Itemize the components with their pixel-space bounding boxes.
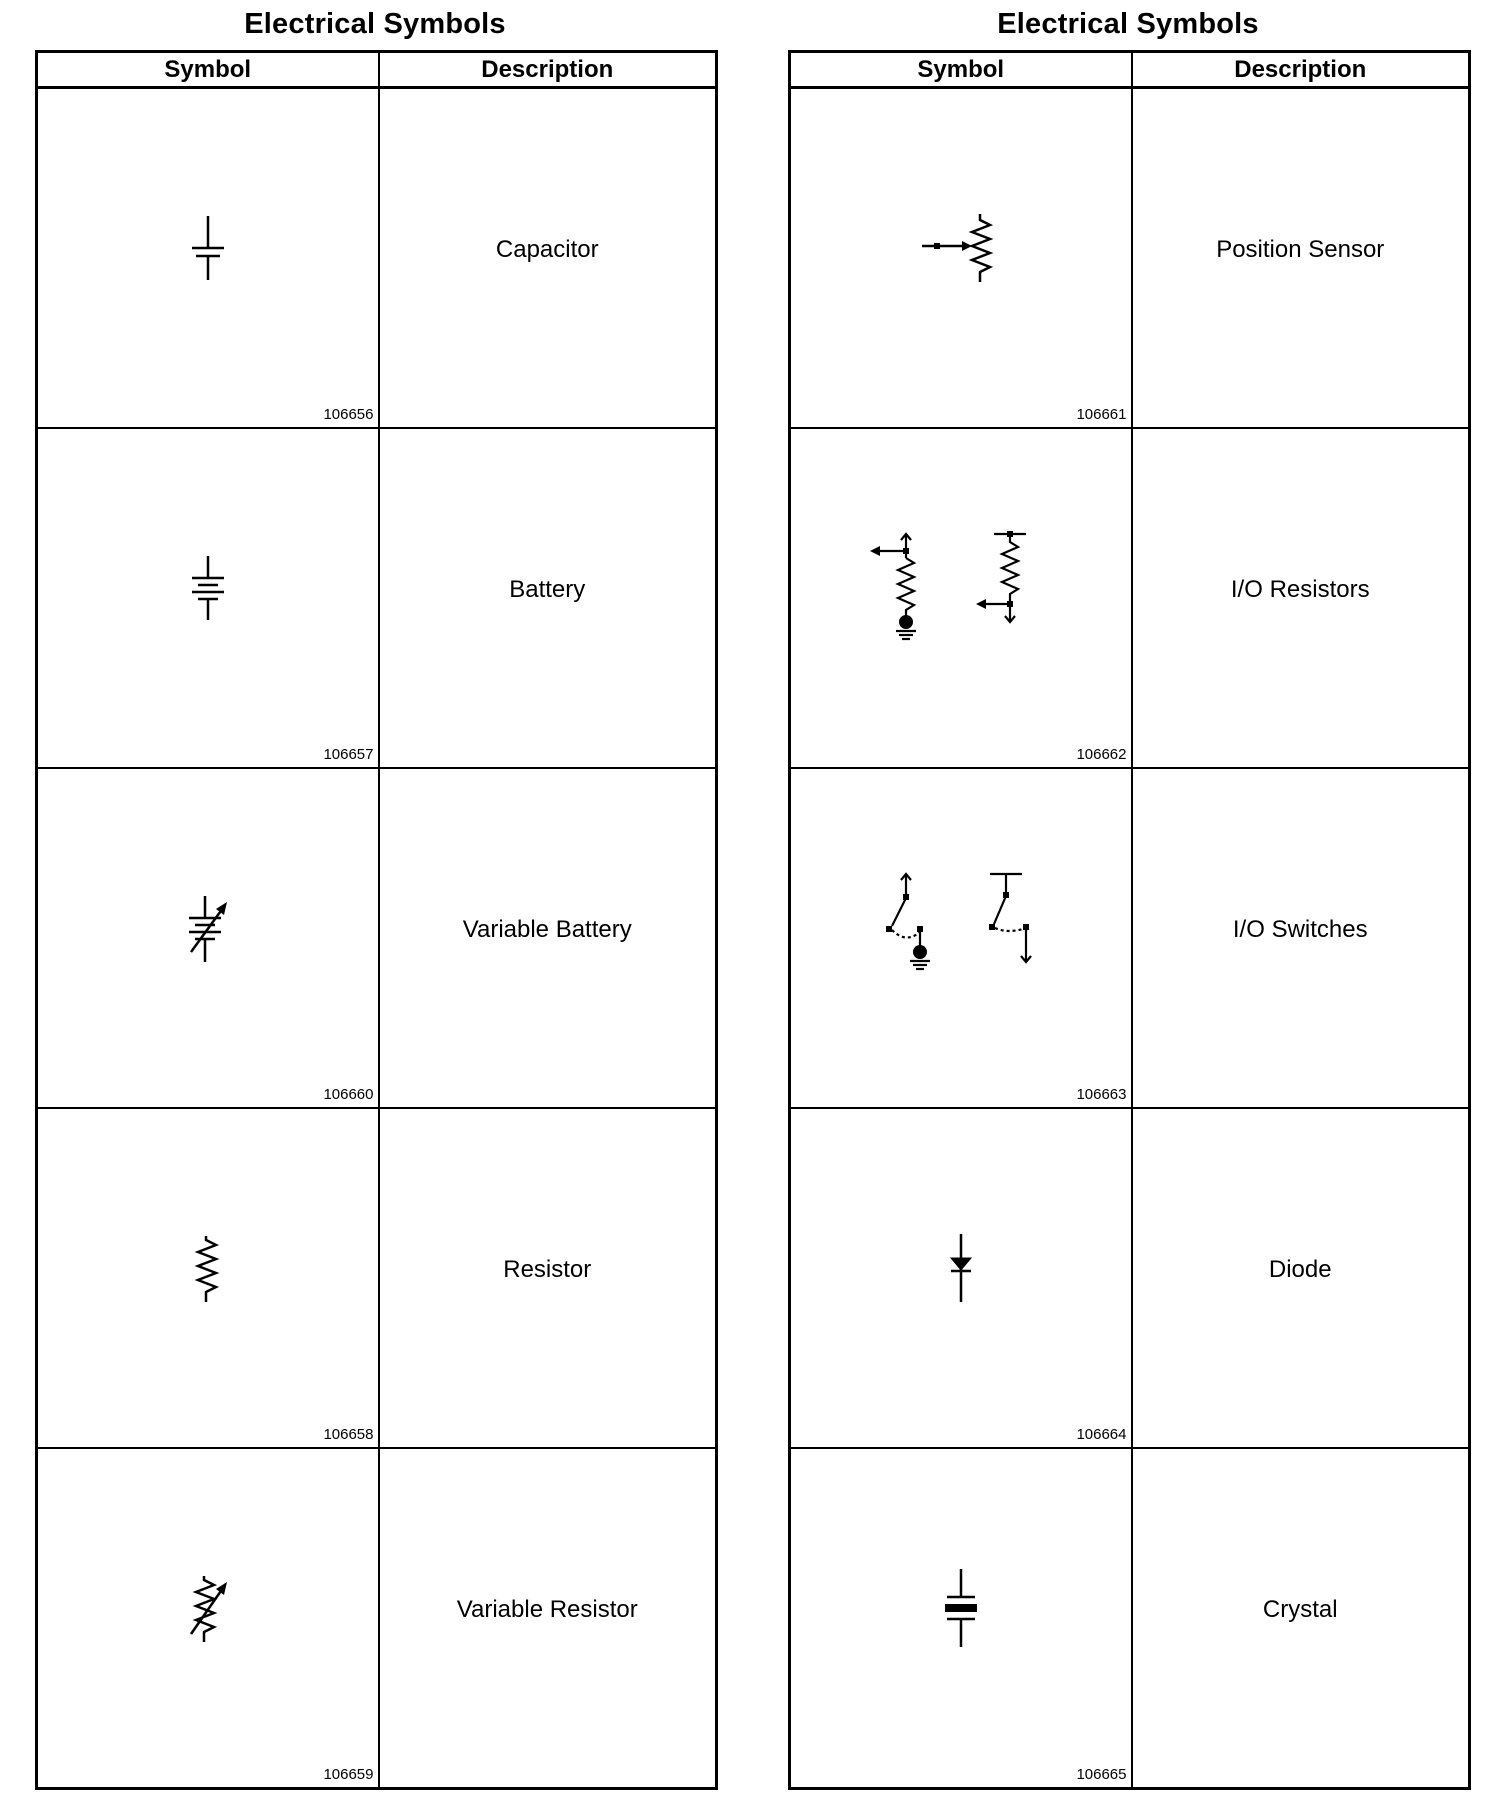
panel-title: Electrical Symbols — [244, 8, 506, 40]
description-cell — [1132, 88, 1470, 429]
table-row — [790, 1448, 1470, 1789]
description-cell — [1132, 768, 1470, 1108]
reference-number: 106656 — [323, 406, 374, 423]
description-text: Diode — [1268, 1256, 1332, 1283]
table-row — [37, 1448, 717, 1789]
description-text: Variable Battery — [462, 916, 632, 943]
symbol-cell — [37, 1448, 379, 1789]
symbols-table — [35, 50, 718, 1790]
table-row — [790, 428, 1470, 768]
symbol-cell — [37, 768, 379, 1108]
reference-number: 106660 — [323, 1086, 374, 1103]
variable-resistor-icon — [173, 1570, 243, 1650]
table-row — [37, 1108, 717, 1448]
symbols-table — [788, 50, 1471, 1790]
symbol-cell — [37, 428, 379, 768]
description-cell — [379, 428, 717, 768]
description-cell — [1132, 1448, 1470, 1789]
symbol-cell — [790, 428, 1132, 768]
table-row — [37, 428, 717, 768]
symbol-cell — [790, 1108, 1132, 1448]
description-cell — [379, 1108, 717, 1448]
description-text: I/O Switches — [1232, 916, 1368, 943]
description-cell — [379, 768, 717, 1108]
description-text: Battery — [509, 576, 586, 603]
symbol-cell — [790, 1448, 1132, 1789]
symbol-cell — [37, 88, 379, 429]
resistor-icon — [178, 1230, 238, 1310]
capacitor-icon — [178, 210, 238, 290]
table-header-row — [790, 52, 1470, 88]
reference-number: 106658 — [323, 1426, 374, 1443]
table-row — [37, 88, 717, 429]
description-column-header: Description — [379, 52, 717, 88]
description-cell — [379, 1448, 717, 1789]
panel-title: Electrical Symbols — [997, 8, 1259, 40]
diode-icon — [931, 1230, 991, 1310]
reference-number: 106665 — [1076, 1766, 1127, 1783]
battery-icon — [178, 550, 238, 630]
reference-number: 106657 — [323, 746, 374, 763]
description-column-header: Description — [1132, 52, 1470, 88]
symbol-column-header: Symbol — [790, 52, 1132, 88]
reference-number: 106664 — [1076, 1426, 1127, 1443]
symbol-column-header: Symbol — [37, 52, 379, 88]
table-row — [37, 768, 717, 1108]
description-cell — [379, 88, 717, 429]
description-text: Resistor — [503, 1256, 592, 1283]
description-cell — [1132, 1108, 1470, 1448]
reference-number: 106662 — [1076, 746, 1127, 763]
position-sensor-icon — [916, 210, 1006, 290]
description-text: Variable Resistor — [456, 1596, 638, 1623]
reference-number: 106661 — [1076, 406, 1127, 423]
variable-battery-icon — [173, 890, 243, 970]
description-text: Position Sensor — [1216, 236, 1385, 263]
crystal-icon — [931, 1565, 991, 1655]
symbol-cell — [790, 88, 1132, 429]
description-cell — [1132, 428, 1470, 768]
reference-number: 106663 — [1076, 1086, 1127, 1103]
symbol-cell — [790, 768, 1132, 1108]
io-switches-icon — [866, 870, 1056, 990]
description-text: Crystal — [1262, 1596, 1338, 1623]
table-row — [790, 1108, 1470, 1448]
symbol-cell — [37, 1108, 379, 1448]
io-resistors-icon — [866, 530, 1056, 650]
table-header-row — [37, 52, 717, 88]
description-text: Capacitor — [495, 236, 599, 263]
description-text: I/O Resistors — [1230, 576, 1370, 603]
reference-number: 106659 — [323, 1766, 374, 1783]
table-row — [790, 768, 1470, 1108]
table-row — [790, 88, 1470, 429]
